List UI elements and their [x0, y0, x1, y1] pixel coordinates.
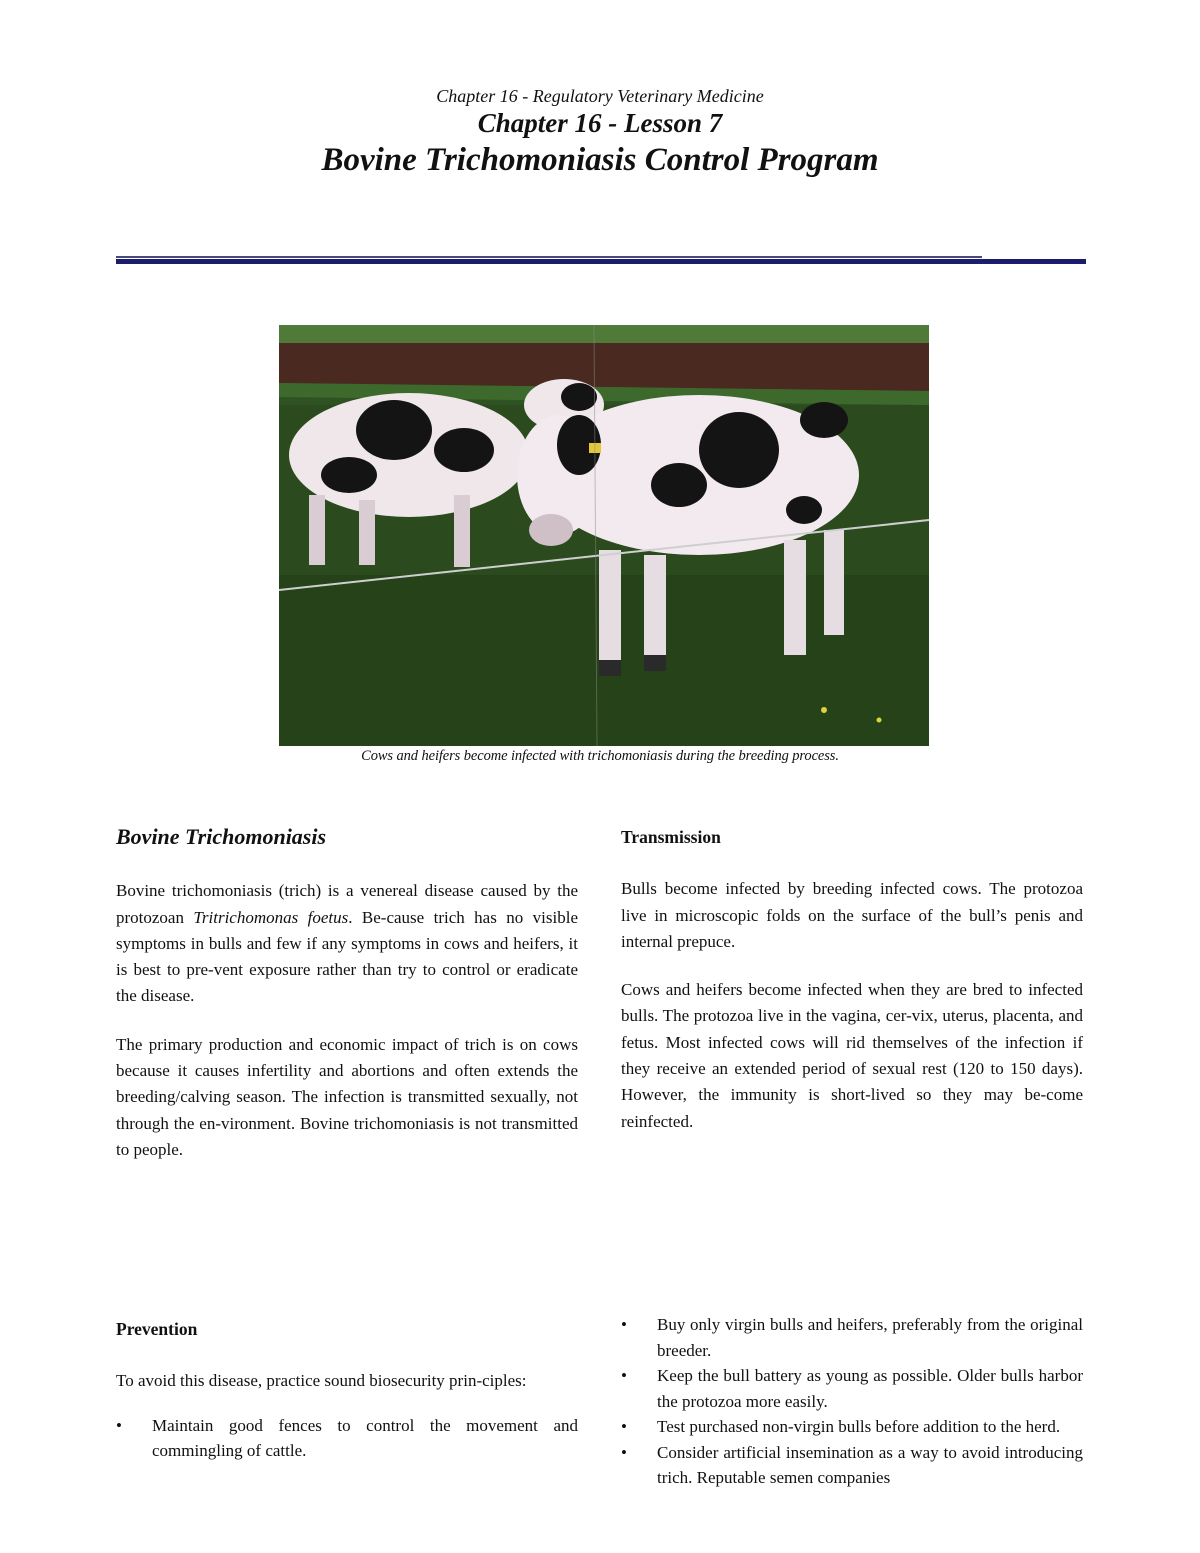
chapter-kicker: Chapter 16 - Regulatory Veterinary Medicine	[436, 86, 764, 106]
list-item	[116, 1413, 578, 1464]
list-item	[621, 1440, 1083, 1491]
organism-name: Tritrichomonas foetus	[193, 907, 349, 927]
right-column	[621, 824, 1083, 1157]
bullet-icon: •	[116, 1415, 122, 1435]
list-item-text: Consider artificial insemination as a way to avoid introducing trich. Reputable semen companies	[657, 1442, 1083, 1487]
prevention-right	[621, 1312, 1083, 1491]
left-p1-text-b: . Be-cause trich has no visible symptoms in bulls and few if any symptoms in cows and heifers, it is best to pre-vent exposure rather than try to control or eradicate the disease.	[116, 907, 578, 1006]
prevention-intro: To avoid this disease, practice sound biosecurity prin-ciples:	[116, 1371, 527, 1391]
list-item	[621, 1312, 1083, 1363]
bullet-icon: •	[621, 1442, 627, 1462]
bullet-icon: •	[621, 1417, 627, 1436]
list-item	[621, 1363, 1083, 1414]
prevention-list-right	[621, 1312, 1083, 1491]
right-paragraph-1: Bulls become infected by breeding infected cows. The protozoa live in microscopic folds on the surface of the bull’s penis and internal prepuce.	[621, 879, 1083, 951]
list-item	[621, 1414, 1083, 1440]
header-divider-thick	[116, 259, 1086, 264]
bullet-icon: •	[621, 1315, 627, 1334]
section-heading-trichomoniasis: Bovine Trichomoniasis	[116, 824, 327, 849]
left-p1-text-a: Bovine trichomoniasis (trich) is a venereal disease caused by the protozoan	[116, 881, 578, 927]
section-heading-transmission: Transmission	[621, 827, 721, 847]
prevention-list-left	[116, 1413, 578, 1464]
page-title: Bovine Trichomoniasis Control Program	[321, 142, 879, 178]
left-paragraph-2: The primary production and economic impact of trich is on cows because it causes infertility and abortions and often extends the breeding/calving season. The infection is transmitted sexually, not through the en-vironment. Bovine trichomoniasis is not transmitted to people.	[116, 1034, 578, 1159]
list-item-text: Test purchased non-virgin bulls before addition to the herd.	[657, 1417, 1061, 1436]
right-paragraph-2: Cows and heifers become infected when they are bred to infected bulls. The protozoa live in the vagina, cer-vix, uterus, placenta, and fetus. Most infected cows will rid themselves of the infection if they receive an extended period of sexual rest (120 to 150 days). However, the immunity is short-lived so they may be-come reinfected.	[621, 980, 1083, 1131]
list-item-text: Maintain good fences to control the movement and commingling of cattle.	[152, 1415, 578, 1461]
lesson-heading: Chapter 16 - Lesson 7	[477, 108, 723, 138]
cows-photo	[279, 325, 929, 746]
section-heading-prevention: Prevention	[116, 1319, 198, 1339]
list-item-text: Keep the bull battery as young as possible. Older bulls harbor the protozoa more easily.	[657, 1366, 1083, 1411]
bullet-icon: •	[621, 1366, 627, 1385]
photo-caption: Cows and heifers become infected with trichomoniasis during the breeding process.	[361, 748, 839, 764]
left-paragraph-1	[116, 878, 578, 1009]
prevention-left	[116, 1316, 578, 1464]
header-divider-thin	[116, 256, 982, 258]
left-column	[116, 824, 578, 1185]
list-item-text: Buy only virgin bulls and heifers, preferably from the original breeder.	[657, 1315, 1083, 1360]
